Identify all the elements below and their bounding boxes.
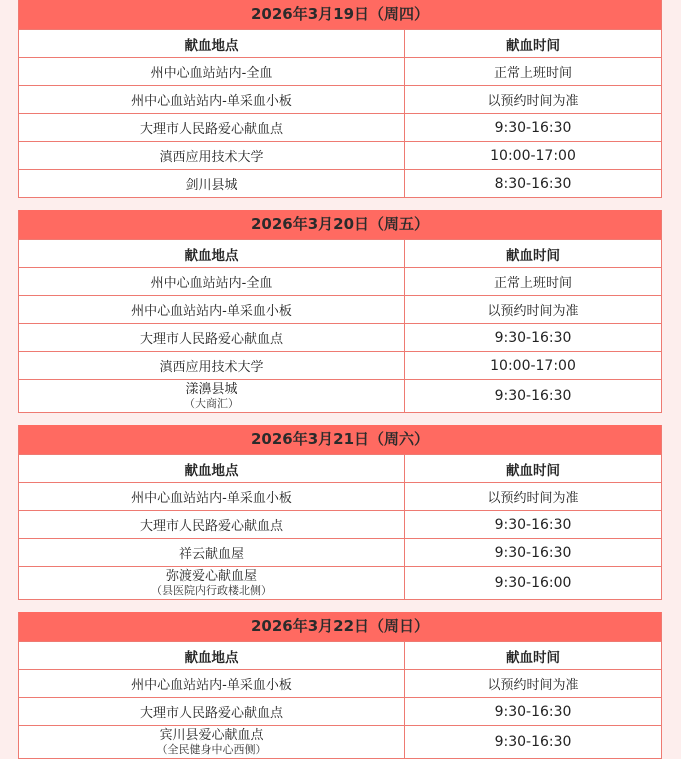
location-cell (19, 511, 405, 538)
time-cell: 10:00-17:00 (490, 357, 576, 374)
time-cell: 正常上班时间 (493, 66, 572, 81)
time-cell: 以预约时间为准 (487, 678, 579, 693)
table-row (19, 295, 661, 323)
time-cell: 9:30-16:30 (494, 544, 572, 561)
location-cell (19, 670, 405, 697)
time-cell: 以预约时间为准 (487, 94, 579, 109)
location-name: 州中心血站站内-单采血小板 (131, 491, 292, 506)
table-row (19, 379, 661, 412)
location-name: 大理市人民路爱心献血点 (139, 122, 283, 137)
location-cell (19, 170, 405, 197)
location-cell (19, 86, 405, 113)
table-row (19, 113, 661, 141)
location-name: 州中心血站站内-全血 (150, 276, 273, 291)
time-column-header: 献血时间 (506, 649, 560, 666)
day-title: 2026年3月21日（周六） (19, 425, 661, 454)
time-column-header: 献血时间 (506, 462, 560, 479)
table-header-row (19, 641, 661, 669)
location-cell (19, 324, 405, 351)
table-row (19, 85, 661, 113)
time-cell: 9:30-16:30 (494, 388, 572, 404)
day-title: 2026年3月22日（周日） (19, 612, 661, 641)
location-name: 剑川县城 (185, 178, 238, 193)
location-cell (19, 58, 405, 85)
table-row (19, 169, 661, 197)
table-row (19, 510, 661, 538)
location-name: 滇西应用技术大学 (159, 150, 264, 165)
table-row (19, 482, 661, 510)
location-name: 州中心血站站内-单采血小板 (131, 94, 292, 109)
location-cell (19, 567, 405, 599)
time-cell: 9:30-16:30 (494, 734, 572, 750)
time-cell: 9:30-16:30 (494, 516, 572, 533)
location-name: 宾川县爱心献血点 (159, 728, 264, 743)
location-column-header: 献血地点 (19, 642, 405, 669)
table-row (19, 566, 661, 599)
location-cell (19, 380, 405, 412)
location-name: 大理市人民路爱心献血点 (139, 706, 283, 721)
location-name: 祥云献血屋 (178, 547, 244, 562)
location-cell (19, 352, 405, 379)
day-title: 2026年3月20日（周五） (19, 210, 661, 239)
location-name: 州中心血站站内-全血 (150, 66, 273, 81)
time-cell: 9:30-16:00 (494, 575, 572, 591)
location-name: 滇西应用技术大学 (159, 360, 264, 375)
table-row (19, 697, 661, 725)
location-name: 漾濞县城 (185, 382, 238, 397)
time-column-header: 献血时间 (506, 247, 560, 264)
table-row (19, 57, 661, 85)
table-header-row (19, 29, 661, 57)
table-row (19, 323, 661, 351)
table-row (19, 725, 661, 758)
location-name: 弥渡爱心献血屋 (165, 569, 257, 584)
location-note: （县医院内行政楼北侧） (151, 584, 272, 597)
time-cell: 以预约时间为准 (487, 304, 579, 319)
location-cell (19, 539, 405, 566)
location-cell (19, 268, 405, 295)
time-cell: 以预约时间为准 (487, 491, 579, 506)
table-row (19, 669, 661, 697)
time-cell: 10:00-17:00 (490, 147, 576, 164)
location-note: （全民健身中心西侧） (156, 743, 267, 756)
day-title: 2026年3月19日（周四） (19, 0, 661, 29)
day-table (18, 425, 662, 600)
time-cell: 正常上班时间 (493, 276, 572, 291)
location-name: 大理市人民路爱心献血点 (139, 332, 283, 347)
location-column-header: 献血地点 (19, 455, 405, 482)
day-table (18, 210, 662, 413)
location-name: 大理市人民路爱心献血点 (139, 519, 283, 534)
time-cell: 9:30-16:30 (494, 329, 572, 346)
time-cell: 9:30-16:30 (494, 703, 572, 720)
location-cell (19, 296, 405, 323)
location-note: （大商汇） (184, 397, 239, 410)
time-column-header: 献血时间 (506, 37, 560, 54)
table-row (19, 267, 661, 295)
location-name: 州中心血站站内-单采血小板 (131, 304, 292, 319)
table-header-row (19, 454, 661, 482)
location-cell (19, 726, 405, 758)
table-header-row (19, 239, 661, 267)
day-table (18, 612, 662, 759)
time-cell: 9:30-16:30 (494, 119, 572, 136)
location-cell (19, 698, 405, 725)
location-column-header: 献血地点 (19, 30, 405, 57)
day-table (18, 0, 662, 198)
location-cell (19, 142, 405, 169)
location-column-header: 献血地点 (19, 240, 405, 267)
table-row (19, 351, 661, 379)
location-cell (19, 114, 405, 141)
time-cell: 8:30-16:30 (494, 175, 572, 192)
location-cell (19, 483, 405, 510)
location-name: 州中心血站站内-单采血小板 (131, 678, 292, 693)
donation-schedule (18, 0, 662, 759)
table-row (19, 538, 661, 566)
table-row (19, 141, 661, 169)
